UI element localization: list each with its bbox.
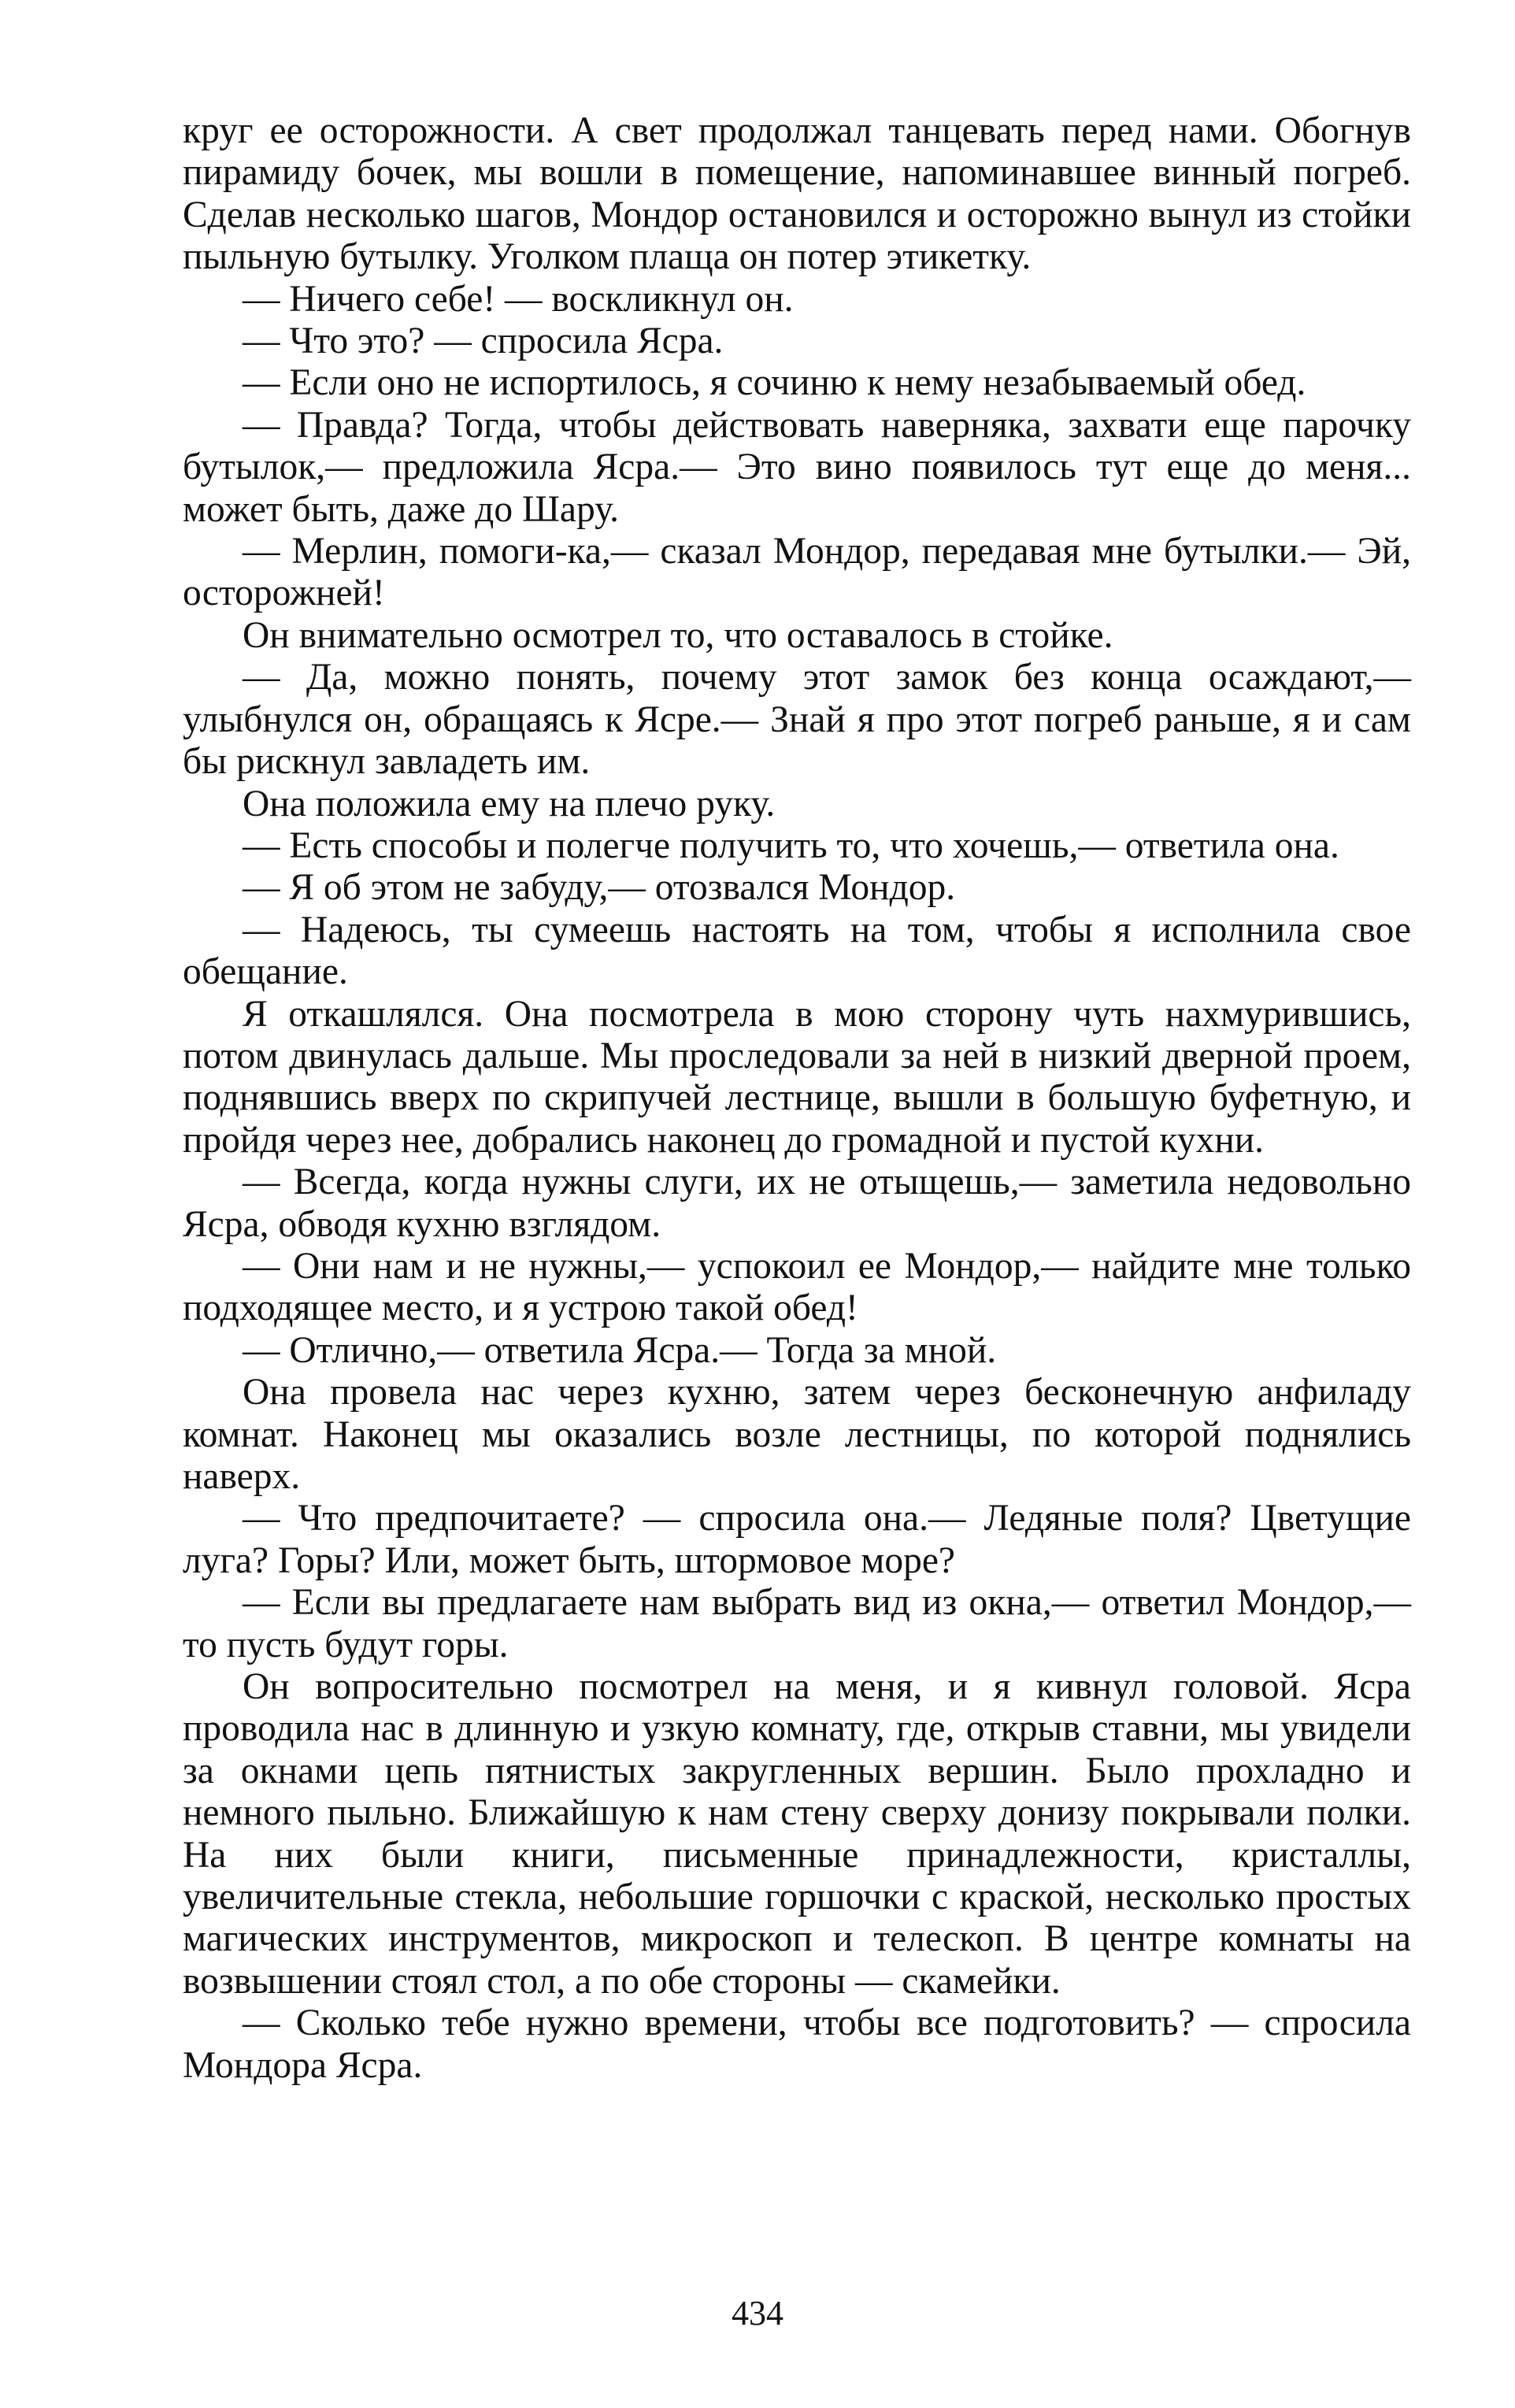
paragraph: — Правда? Тогда, чтобы действовать наверняка, захвати еще парочку бутылок,— предложила Ясра.— Это вино появилось тут еще до меня... может быть, даже до Шару.	[183, 404, 1411, 530]
paragraph: Она провела нас через кухню, затем через бесконечную анфиладу комнат. Наконец мы оказались возле лестницы, по которой поднялись наверх.	[183, 1372, 1411, 1497]
paragraph: — Всегда, когда нужны слуги, их не отыщешь,— заметила недовольно Ясра, обводя кухню взглядом.	[183, 1161, 1411, 1245]
paragraph: — Сколько тебе нужно времени, чтобы все подготовить? — спросила Мондора Ясра.	[183, 2002, 1411, 2086]
paragraph: — Я об этом не забуду,— отозвался Мондор.	[243, 867, 956, 909]
paragraph: — Да, можно понять, почему этот замок без конца осаждают,— улыбнулся он, обращаясь к Ясре.— Знай я про этот погреб раньше, я и сам бы рискнул завладеть им.	[183, 657, 1411, 783]
paragraph: Я откашлялся. Она посмотрела в мою сторону чуть нахмурившись, потом двинулась дальше. Мы проследовали за ней в низкий дверной проем, поднявшись вверх по скрипучей лестнице, вышли в большую буфетную, и пройдя через нее, добрались наконец до громадной и пустой кухни.	[183, 993, 1411, 1161]
paragraph: — Есть способы и полегче получить то, что хочешь,— ответила она.	[243, 824, 1339, 866]
paragraph: — Если вы предлагаете нам выбрать вид из окна,— ответил Мондор,— то пусть будут горы.	[183, 1582, 1411, 1665]
page-number: 434	[732, 2294, 783, 2332]
paragraph: — Если оно не испортилось, я сочиню к нему незабываемый обед.	[243, 362, 1306, 404]
paragraph: — Мерлин, помоги-ка,— сказал Мондор, передавая мне бутылки.— Эй, осторожней!	[183, 531, 1411, 614]
paragraph: — Надеюсь, ты сумеешь настоять на том, чтобы я исполнила свое обещание.	[183, 909, 1411, 993]
paragraph: круг ее осторожности. А свет продолжал танцевать перед нами. Обогнув пирамиду бочек, мы вошли в помещение, напоминавшее винный погреб. Сделав несколько шагов, Мондор остановился и осторожно вынул из стойки пыльную бутылку. Уголком плаща он потер этикетку.	[183, 110, 1411, 278]
paragraph: Он внимательно осмотрел то, что оставалось в стойке.	[243, 614, 1113, 656]
paragraph: — Отлично,— ответила Ясра.— Тогда за мной.	[243, 1329, 997, 1371]
paragraph: — Что это? — спросила Ясра.	[243, 320, 724, 362]
paragraph: Она положила ему на плечо руку.	[243, 783, 776, 824]
paragraph: — Ничего себе! — воскликнул он.	[243, 278, 794, 320]
paragraph: Он вопросительно посмотрел на меня, и я кивнул головой. Ясра проводила нас в длинную и узкую комнату, где, открыв ставни, мы увидели за окнами цепь пятнистых закругленных вершин. Было прохладно и немного пыльно. Ближайшую к нам стену сверху донизу покрывали полки. На них были книги, письменные принадлежности, кристаллы, увеличительные стекла, небольшие горшочки с краской, несколько простых магических инструментов, микроскоп и телескоп. В центре комнаты на возвышении стоял стол, а по обе стороны — скамейки.	[183, 1666, 1411, 2002]
paragraph: — Что предпочитаете? — спросила она.— Ледяные поля? Цветущие луга? Горы? Или, может быть, штормовое море?	[183, 1498, 1411, 1581]
paragraph: — Они нам и не нужны,— успокоил ее Мондор,— найдите мне только подходящее место, и я устрою такой обед!	[183, 1245, 1411, 1329]
page-text	[183, 110, 1411, 2087]
